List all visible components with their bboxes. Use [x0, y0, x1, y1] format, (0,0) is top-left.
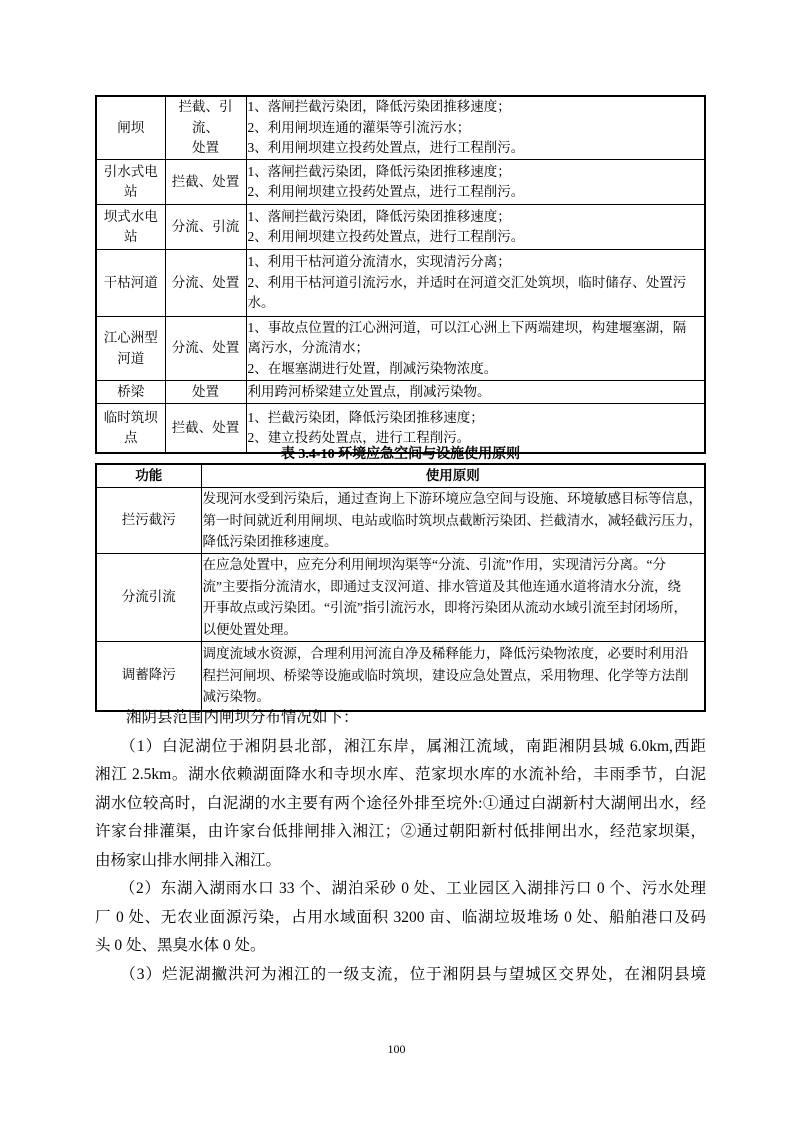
paragraph-line: 厂 0 处、无农业面源污染，占用水域面积 3200 亩、临湖垃圾堆场 0 处、船舶港口及码 [95, 908, 706, 926]
cell-line: 3、利用闸坝建立投药处置点，进行工程削污。 [247, 140, 525, 156]
table-row [96, 488, 705, 554]
paragraph-line: 湘江 2.5km。湖水依赖湖面降水和寺坝水库、范家坝水库的水流补给，丰雨季节，白泥 [95, 766, 706, 783]
facility-cell [96, 250, 165, 317]
method-cell [246, 205, 705, 250]
cell-line: 2、利用干枯河道引流污水，并适时在河道交汇处筑坝，临时储存、处置污 [247, 274, 687, 290]
cell-line: 1、落闸拦截污染团，降低污染团推移速度； [247, 99, 511, 115]
cell-line: 1、拦截污染团，降低污染团推移速度； [247, 409, 484, 425]
cell-line: 减污染物。 [202, 689, 270, 705]
cell-line: 降低污染团推移速度。 [202, 534, 338, 549]
cell-line: 分流引流 [121, 588, 176, 604]
facility-cell [96, 160, 165, 205]
cell-line: 1、落闸拦截污染团，降低污染团推移速度； [247, 163, 511, 179]
cell-line: 1、落闸拦截污染团，降低污染团推移速度； [247, 208, 511, 224]
paragraph-line: （2）东湖入湖雨水口 33 个、湖泊采砂 0 处、工业园区入湖排污口 0 个、污水处理 [95, 880, 706, 897]
table-row [96, 250, 705, 317]
paragraph-line: 湘阴县范围内闸坝分布情况如下： [95, 709, 359, 726]
cell-line: 2、在堰塞湖进行处置，削减污染物浓度。 [247, 360, 498, 376]
cell-line: 2、建立投药处置点，进行工程削污。 [247, 430, 471, 445]
cell-line: 分流、处置 [171, 274, 240, 290]
cell-line: 坝式水电 [103, 208, 158, 224]
cell-line: 站 [124, 229, 138, 244]
paragraph-line: （3）烂泥湖撇洪河为湘江的一级支流，位于湘阴县与望城区交界处，在湘阴县境 [95, 965, 706, 983]
header-principle: 使用原则 [201, 464, 705, 488]
cell-line: 点 [124, 430, 138, 445]
cell-line: 拦污截污 [121, 512, 176, 527]
table-row [96, 641, 705, 711]
paragraph [95, 733, 706, 876]
table-row [96, 160, 705, 205]
function-cell [165, 160, 246, 205]
cell-line: 调蓄降污 [121, 667, 176, 683]
function-cell [96, 488, 201, 554]
paragraph-line: 头 0 处、黑臭水体 0 处。 [95, 937, 266, 954]
facility-cell [96, 381, 165, 404]
method-cell [246, 96, 705, 160]
principle-table [95, 463, 706, 712]
body-text [95, 704, 706, 989]
paragraph [95, 961, 706, 990]
principle-cell [201, 641, 705, 711]
cell-line: 分流、处置 [171, 340, 240, 356]
paragraph-line: 许家台排灌渠，由许家台低排闸排入湘江；②通过朝阳新村低排闸出水，经范家坝渠， [95, 823, 706, 840]
function-cell [165, 205, 246, 250]
cell-line: 2、利用闸坝建立投药处置点，进行工程削污。 [247, 184, 525, 199]
facility-cell [96, 205, 165, 250]
table-header-row [96, 464, 705, 488]
cell-line: 流”主要指分流清水，即通过支汊河道、排水管道及其他连通水道将清水分流，绕 [202, 578, 681, 594]
cell-line: 江心洲型 [103, 330, 158, 345]
table-caption: 表 3.4-10 环境应急空间与设施使用原则 [280, 447, 521, 462]
cell-line: 程拦河闸坝、桥梁等设施或临时筑坝，建设应急处置点，采用物理、化学等方法削 [202, 667, 689, 683]
cell-line: 拦截、处置 [171, 419, 240, 435]
function-cell [165, 381, 246, 404]
cell-line: 以便处置处理。 [202, 621, 297, 637]
cell-line: 站 [124, 184, 138, 199]
facility-cell [96, 317, 165, 381]
cell-line: 引水式电 [103, 163, 158, 179]
principle-cell [201, 488, 705, 554]
cell-line: 闸坝 [117, 119, 145, 135]
cell-line: 临时筑坝 [103, 409, 158, 425]
facility-cell [96, 96, 165, 160]
cell-line: 河道 [117, 350, 145, 366]
method-cell [246, 317, 705, 381]
cell-line: 干枯河道 [103, 274, 158, 290]
table-row [96, 553, 705, 641]
cell-line: 1、事故点位置的江心洲河道，可以江心洲上下两端建坝，构建堰塞湖，隔 [247, 319, 687, 335]
table-row [96, 96, 705, 160]
cell-line: 开事故点或污染团。“引流”指引流污水，即将污染团从流动水域引流至封闭场所， [202, 600, 687, 615]
cell-line: 2、利用闸坝建立投药处置点，进行工程削污。 [247, 229, 525, 244]
facility-table-body [96, 96, 705, 453]
function-cell [165, 317, 246, 381]
paragraph-line: 湖水位较高时，白泥湖的水主要有两个途径外排至垸外:①通过白湖新村大湖闸出水，经 [95, 794, 706, 812]
cell-line: 拦截、引流、 [178, 99, 233, 135]
method-cell [246, 250, 705, 317]
function-cell [96, 641, 201, 711]
principle-cell [201, 553, 705, 641]
header-function: 功能 [96, 464, 201, 488]
table-row [96, 381, 705, 404]
cell-line: 1、利用干枯河道分流清水，实现清污分离； [247, 254, 511, 270]
cell-line: 水。 [247, 295, 275, 311]
function-cell [165, 96, 246, 160]
cell-line: 处置 [192, 140, 219, 156]
cell-line: 发现河水受到污染后，通过查询上下游环境应急空间与设施、环境敏感目标等信息， [202, 491, 702, 506]
function-cell [165, 250, 246, 317]
table-row [96, 205, 705, 250]
cell-line: 2、利用闸坝连通的灌渠等引流污水； [247, 119, 471, 135]
cell-line: 调度流域水资源，合理利用河流自净及稀释能力，降低污染物浓度，必要时利用沿 [202, 646, 689, 662]
cell-line: 分流、引流 [171, 218, 240, 234]
paragraph [95, 704, 706, 733]
method-cell [246, 160, 705, 205]
cell-line: 处置 [192, 383, 219, 399]
principle-table-body [96, 488, 705, 711]
cell-line: 桥梁 [117, 383, 145, 399]
facility-table [95, 95, 706, 454]
cell-line: 拦截、处置 [171, 173, 240, 189]
table-row [96, 317, 705, 381]
method-cell [246, 381, 705, 404]
function-cell [96, 553, 201, 641]
cell-line: 第一时间就近利用闸坝、电站或临时筑坝点截断污染团、拦截清水，减轻截污压力， [202, 512, 702, 528]
paragraph-line: 由杨家山排水闸排入湘江。 [95, 851, 282, 869]
cell-line: 离污水，分流清水； [247, 340, 369, 356]
paragraph-line: （1）白泥湖位于湘阴县北部，湘江东岸，属湘江流域，南距湘阴县城 6.0km,西距 [95, 737, 706, 755]
cell-line: 在应急处置中，应充分利用闸坝沟渠等“分流、引流”作用，实现清污分离。“分 [202, 557, 666, 572]
paragraph [95, 875, 706, 961]
cell-line: 利用跨河桥梁建立处置点，削减污染物。 [247, 383, 491, 399]
page-number: 100 [387, 1042, 406, 1056]
